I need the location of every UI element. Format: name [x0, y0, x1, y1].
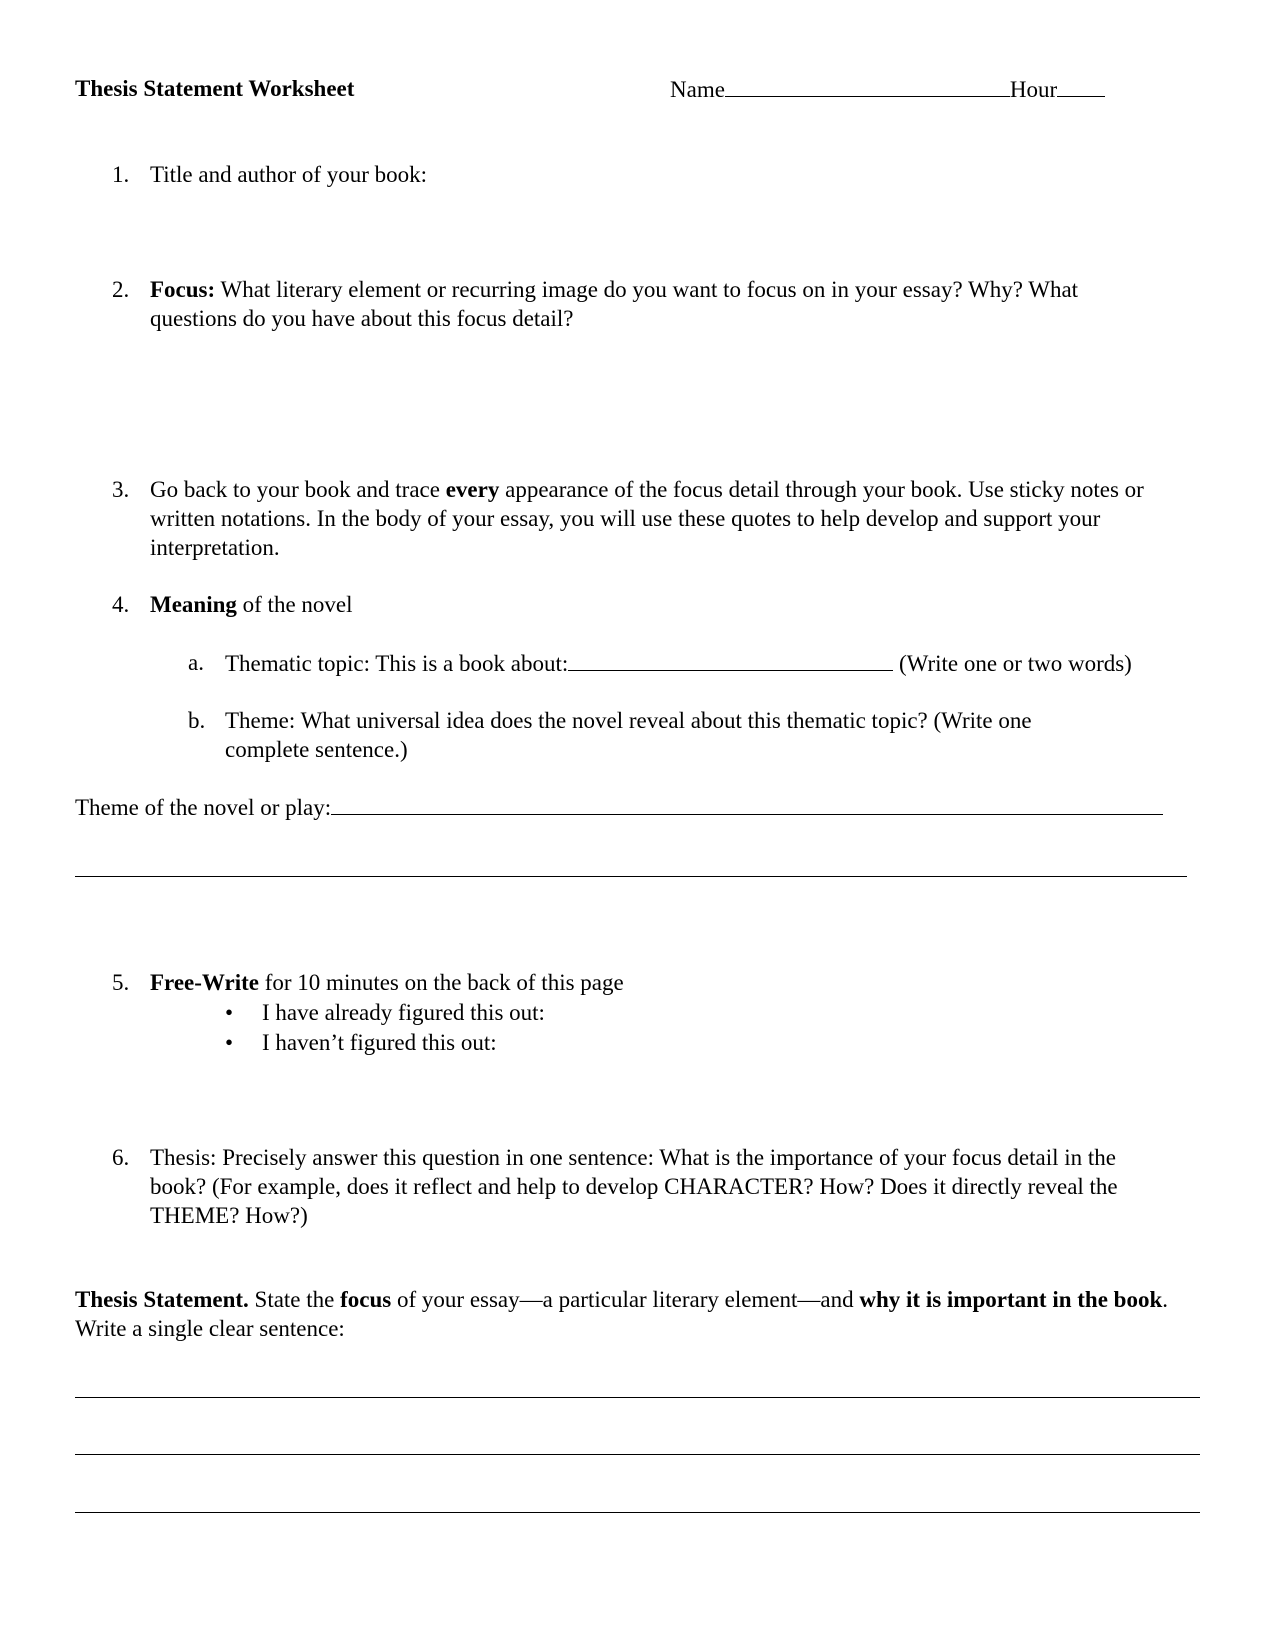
item-number-4: 4.: [112, 592, 130, 617]
item-number-5: 5.: [112, 970, 130, 995]
question-5-text: Free-Write for 10 minutes on the back of this page: [150, 970, 624, 995]
bullet-item: I haven’t figured this out:: [262, 1030, 497, 1055]
bullet-item: I have already figured this out:: [262, 1000, 545, 1025]
thematic-topic-line: Thematic topic: This is a book about: (Write one or two words): [225, 648, 1132, 678]
item-number-1: 1.: [112, 162, 130, 187]
hour-blank[interactable]: [1057, 74, 1105, 97]
theme-blank[interactable]: [331, 792, 1163, 815]
question-6-text: Thesis: Precisely answer this question in one sentence: What is the importance of your focus detail in the book? (For example, does it reflect and help to develop CHARACTER? How? Does it directly reveal the THEME? How?): [150, 1145, 1118, 1228]
thesis-answer-line[interactable]: [75, 1454, 1200, 1455]
thesis-answer-line[interactable]: [75, 1512, 1200, 1513]
focus-label: Focus:: [150, 277, 216, 302]
name-label: Name: [670, 77, 725, 102]
name-field[interactable]: [670, 74, 1105, 104]
sub-item-letter-a: a.: [188, 650, 204, 675]
theme-label: Theme of the novel or play:: [75, 795, 332, 820]
name-blank[interactable]: [725, 74, 1010, 97]
question-3-text: Go back to your book and trace every appearance of the focus detail through your book. Use sticky notes or written notations. In the body of your essay, you will use these quotes to help develop and support your interpretation.: [150, 477, 1144, 560]
bullet-icon: •: [225, 1030, 234, 1055]
thesis-answer-line[interactable]: [75, 1397, 1200, 1398]
question-2-text: Focus: What literary element or recurring image do you want to focus on in your essay? Why? What questions do you have about this focus detail?: [150, 277, 1079, 331]
page-title: Thesis Statement Worksheet: [75, 76, 355, 101]
sub-item-letter-b: b.: [188, 708, 206, 733]
bullet-icon: •: [225, 1000, 234, 1025]
theme-question-text: Theme: What universal idea does the novel reveal about this thematic topic? (Write one complete sentence.): [225, 708, 1032, 762]
item-number-3: 3.: [112, 477, 130, 502]
theme-answer-line[interactable]: [75, 876, 1187, 877]
theme-line: [75, 792, 1163, 822]
thematic-topic-blank[interactable]: [568, 648, 893, 671]
item-number-6: 6.: [112, 1145, 130, 1170]
question-4-text: Meaning of the novel: [150, 592, 353, 617]
thesis-statement-instructions: Thesis Statement. State the focus of your essay—a particular literary element—and why it is important in the book. Write a single clear sentence:: [75, 1287, 1168, 1341]
hour-label: Hour: [1009, 77, 1058, 102]
item-number-2: 2.: [112, 277, 130, 302]
question-1-text: Title and author of your book:: [150, 162, 428, 187]
